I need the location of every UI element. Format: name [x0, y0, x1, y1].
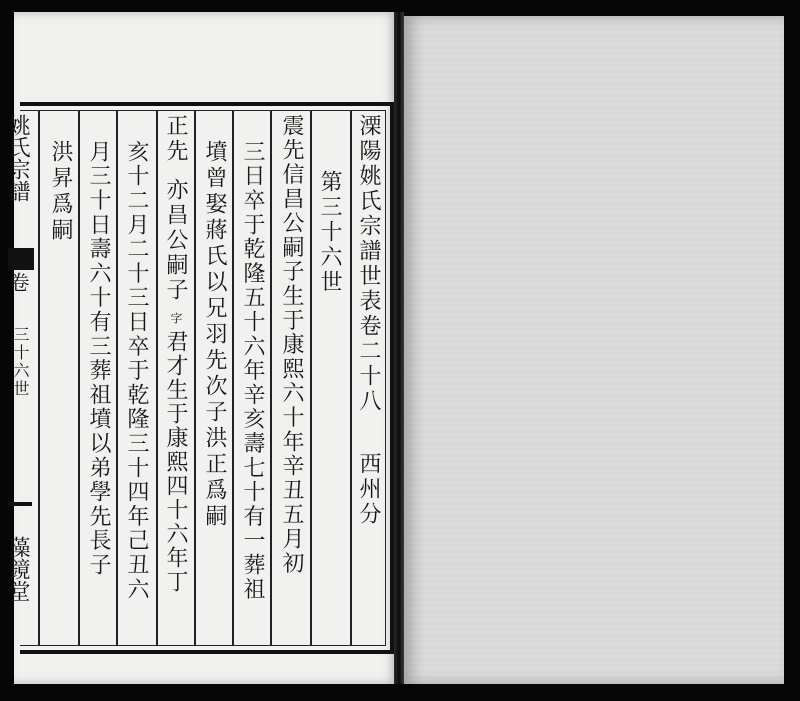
annotation-note: 字: [169, 312, 183, 324]
column-rule: [116, 110, 118, 646]
book-gutter: [394, 12, 404, 684]
entry-line: 亦昌公嗣子: [163, 178, 188, 303]
column-rule: [350, 110, 352, 646]
page-number: 一: [6, 496, 30, 519]
column-rule: [78, 110, 80, 646]
column-rule: [232, 110, 234, 646]
entry-line: 君才生于康熙四十六年丁: [163, 330, 188, 594]
volume-label: 卷: [6, 272, 30, 295]
entry-line: 洪昇爲嗣: [48, 140, 73, 244]
spine-separator: [38, 110, 40, 646]
generation-label: 三十六世: [11, 326, 30, 398]
entry-line: 月三十日壽六十有三葬祖墳以弟學先長子: [86, 140, 111, 578]
fishtail-mark: [8, 248, 34, 270]
book-title: 姚氏宗譜: [5, 114, 30, 202]
hall-name: 藻鏡堂: [5, 536, 30, 602]
branch-label: 西州分: [356, 452, 381, 527]
column-rule: [156, 110, 158, 646]
entry-line: 震先信昌公嗣子生于康熙六十年辛丑五月初: [279, 114, 304, 576]
entry-name: 正先: [163, 114, 188, 164]
right-page-blank: [404, 16, 784, 684]
chapter-title: 溧陽姚氏宗譜世表卷二十八: [356, 114, 381, 414]
entry-line: 三日卒于乾隆五十六年辛亥壽七十有一葬祖: [240, 140, 265, 602]
column-rule: [270, 110, 272, 646]
generation-heading: 第三十六世: [317, 170, 342, 295]
entry-line: 墳曾娶蔣氏以兄羽先次子洪正爲嗣: [202, 140, 227, 530]
column-rule: [310, 110, 312, 646]
entry-line: 亥十二月二十三日卒于乾隆三十四年己丑六: [124, 140, 149, 602]
column-rule: [194, 110, 196, 646]
